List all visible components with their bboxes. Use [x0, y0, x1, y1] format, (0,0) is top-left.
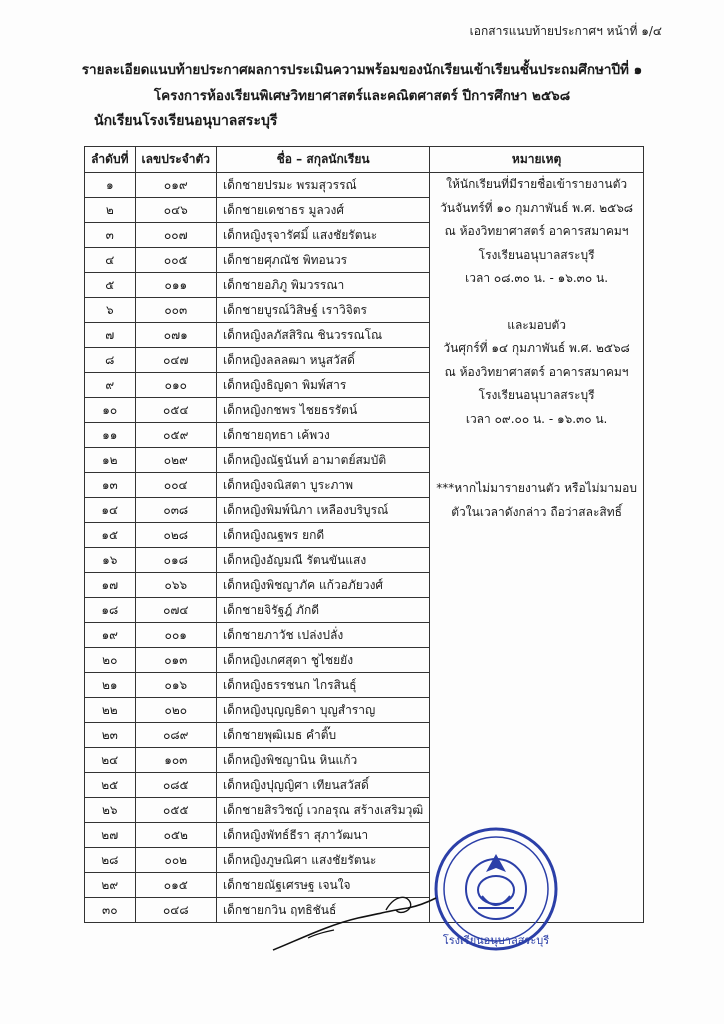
student-id-cell: ๐๑๘ — [135, 548, 216, 573]
row-number-cell: ๙ — [85, 373, 136, 398]
student-id-cell: ๐๘๕ — [135, 773, 216, 798]
row-number-cell: ๑ — [85, 173, 136, 198]
student-name-cell: เด็กชายบูรณ์วิสิษฐ์ เราวิจิตร — [217, 298, 430, 323]
student-name-cell: เด็กหญิงพัทธ์ธีรา สุภาวัฒนา — [217, 823, 430, 848]
student-id-cell: ๐๗๑ — [135, 323, 216, 348]
row-number-cell: ๒๘ — [85, 848, 136, 873]
column-header-student-id: เลขประจำตัว — [135, 147, 216, 173]
row-number-cell: ๖ — [85, 298, 136, 323]
remarks-report-line: โรงเรียนอนุบาลสระบุรี — [478, 247, 595, 262]
column-header-number: ลำดับที่ — [85, 147, 136, 173]
student-id-cell: ๐๐๑ — [135, 623, 216, 648]
row-number-cell: ๑๐ — [85, 398, 136, 423]
table-body — [85, 173, 644, 923]
row-number-cell: ๒๙ — [85, 873, 136, 898]
student-table — [84, 146, 644, 923]
student-name-cell: เด็กหญิงลลลฒา หนูสวัสดิ์ — [217, 348, 430, 373]
student-id-cell: ๑๐๓ — [135, 748, 216, 773]
student-name-cell: เด็กชายฤทธา เค้พวง — [217, 423, 430, 448]
student-name-cell: เด็กหญิงบุญญธิดา บุญสำราญ — [217, 698, 430, 723]
remarks-spacer — [436, 454, 637, 477]
row-number-cell: ๒๖ — [85, 798, 136, 823]
student-name-cell: เด็กหญิงณฐพร ยกดี — [217, 523, 430, 548]
column-header-student-name: ชื่อ – สกุลนักเรียน — [217, 147, 430, 173]
student-name-cell: เด็กหญิงเกศสุดา ชูไชยยัง — [217, 648, 430, 673]
student-name-cell: เด็กชายภาวัช เปล่งปลั่ง — [217, 623, 430, 648]
row-number-cell: ๒๐ — [85, 648, 136, 673]
school-heading: นักเรียนโรงเรียนอนุบาลสระบุรี — [94, 113, 278, 129]
remarks-report-line: ให้นักเรียนที่มีรายชื่อเข้ารายงานตัว — [446, 177, 628, 191]
student-id-cell: ๐๒๙ — [135, 448, 216, 473]
student-id-cell: ๐๓๘ — [135, 498, 216, 523]
row-number-cell: ๒๗ — [85, 823, 136, 848]
row-number-cell: ๑๖ — [85, 548, 136, 573]
student-name-cell: เด็กหญิงธรรชนก ไกรสินธุ์ — [217, 673, 430, 698]
page-number: เอกสารแนบท้ายประกาศฯ หน้าที่ ๑/๔ — [469, 24, 662, 38]
student-name-cell: เด็กชายณัฐเศรษฐ เจนใจ — [217, 873, 430, 898]
remarks-cell — [430, 173, 644, 923]
row-number-cell: ๘ — [85, 348, 136, 373]
student-name-cell: เด็กหญิงปุญญิศา เทียนสวัสดิ์ — [217, 773, 430, 798]
student-id-cell: ๐๐๓ — [135, 298, 216, 323]
student-id-cell: ๐๑๑ — [135, 273, 216, 298]
student-name-cell: เด็กหญิงพิมพ์นิภา เหลืองบริบูรณ์ — [217, 498, 430, 523]
student-id-cell: ๐๕๒ — [135, 823, 216, 848]
student-id-cell: ๐๐๒ — [135, 848, 216, 873]
row-number-cell: ๑๘ — [85, 598, 136, 623]
table-header-row — [85, 147, 644, 173]
row-number-cell: ๑๙ — [85, 623, 136, 648]
row-number-cell: ๒ — [85, 198, 136, 223]
remarks-handover-line: โรงเรียนอนุบาลสระบุรี — [478, 388, 595, 402]
student-id-cell: ๐๘๙ — [135, 723, 216, 748]
row-number-cell: ๒๑ — [85, 673, 136, 698]
row-number-cell: ๒๕ — [85, 773, 136, 798]
student-id-cell: ๐๕๕ — [135, 798, 216, 823]
remarks-report-line: ณ ห้องวิทยาศาสตร์ อาคารสมาคมฯ — [444, 224, 629, 238]
remarks-handover-line: และมอบตัว — [507, 317, 567, 332]
row-number-cell: ๒๓ — [85, 723, 136, 748]
student-name-cell: เด็กหญิงภูษณิศา แสงชัยรัตนะ — [217, 848, 430, 873]
student-name-cell: เด็กหญิงลภัสสิริณ ชินวรรณโณ — [217, 323, 430, 348]
student-name-cell: เด็กชายจิรัฐฎ์ ภักดี — [217, 598, 430, 623]
student-name-cell: เด็กหญิงพิชญาภัค แก้วอภัยวงศ์ — [217, 573, 430, 598]
student-name-cell: เด็กหญิงธิญดา พิมพ์สาร — [217, 373, 430, 398]
remarks-handover-line: ณ ห้องวิทยาศาสตร์ อาคารสมาคมฯ — [444, 364, 629, 379]
student-id-cell: ๐๑๙ — [135, 173, 216, 198]
remarks-spacer — [436, 431, 637, 454]
student-id-cell: ๐๒๘ — [135, 523, 216, 548]
student-name-cell: เด็กหญิงพิชญานิน หินแก้ว — [217, 748, 430, 773]
table-row — [85, 173, 644, 198]
row-number-cell: ๑๑ — [85, 423, 136, 448]
student-id-cell: ๐๑๕ — [135, 873, 216, 898]
student-name-cell: เด็กหญิงรุจารัศมิ์ แสงชัยรัตนะ — [217, 223, 430, 248]
student-id-cell: ๐๐๕ — [135, 248, 216, 273]
row-number-cell: ๒๔ — [85, 748, 136, 773]
student-name-cell: เด็กชายพุฒิเมธ คำติ๊บ — [217, 723, 430, 748]
student-id-cell: ๐๐๗ — [135, 223, 216, 248]
student-id-cell: ๐๒๐ — [135, 698, 216, 723]
student-id-cell: ๐๖๖ — [135, 573, 216, 598]
document-title-line2: โครงการห้องเรียนพิเศษวิทยาศาสตร์และคณิตศาสตร์ ปีการศึกษา ๒๕๖๘ — [153, 88, 571, 104]
student-id-cell: ๐๔๗ — [135, 348, 216, 373]
student-id-cell: ๐๑๓ — [135, 648, 216, 673]
student-id-cell: ๐๔๖ — [135, 198, 216, 223]
seal-caption: โรงเรียนอนุบาลสระบุรี — [442, 934, 550, 947]
handwritten-signature — [268, 880, 448, 960]
student-name-cell: เด็กชายอภิภู พิมวรรณา — [217, 273, 430, 298]
student-name-cell: เด็กหญิงณัฐนันท์ อามาตย์สมบัติ — [217, 448, 430, 473]
document-title-line1: รายละเอียดแนบท้ายประกาศผลการประเมินความพร้อมของนักเรียนเข้าเรียนชั้นประถมศึกษาปีที่ ๑ — [81, 62, 643, 78]
student-id-cell: ๐๑๐ — [135, 373, 216, 398]
student-name-cell: เด็กชายเดชาธร มูลวงศ์ — [217, 198, 430, 223]
row-number-cell: ๑๗ — [85, 573, 136, 598]
row-number-cell: ๑๒ — [85, 448, 136, 473]
student-name-cell: เด็กชายสิรวิชญ์ เวกอรุณ สร้างเสริมวุฒิ — [217, 798, 430, 823]
remarks-report-line: เวลา ๐๘.๓๐ น. - ๑๖.๓๐ น. — [465, 271, 609, 285]
student-id-cell: ๐๗๔ — [135, 598, 216, 623]
remarks-spacer — [436, 291, 637, 314]
student-name-cell: เด็กหญิงกชพร ไชยธรรัตน์ — [217, 398, 430, 423]
row-number-cell: ๑๕ — [85, 523, 136, 548]
student-name-cell: เด็กชายศุภณัช พิทอนวร — [217, 248, 430, 273]
remarks-warning-line: ตัวในเวลาดังกล่าว ถือว่าสละสิทธิ์ — [451, 504, 622, 519]
student-id-cell: ๐๐๔ — [135, 473, 216, 498]
student-name-cell: เด็กหญิงอัญมณี รัตนขันแสง — [217, 548, 430, 573]
row-number-cell: ๑๔ — [85, 498, 136, 523]
remarks-warning-line: ***หากไม่มารายงานตัว หรือไม่มามอบ — [436, 481, 637, 495]
row-number-cell: ๕ — [85, 273, 136, 298]
student-name-cell: เด็กหญิงจณิสตา บูระภาพ — [217, 473, 430, 498]
student-id-cell: ๐๔๘ — [135, 898, 216, 923]
remarks-handover-line: วันศุกร์ที่ ๑๔ กุมภาพันธ์ พ.ศ. ๒๕๖๘ — [443, 341, 630, 355]
student-name-cell: เด็กชายกวิน ฤทธิชันธ์ — [217, 898, 430, 923]
column-header-remarks: หมายเหตุ — [430, 147, 644, 173]
student-id-cell: ๐๑๖ — [135, 673, 216, 698]
row-number-cell: ๑๓ — [85, 473, 136, 498]
student-id-cell: ๐๕๙ — [135, 423, 216, 448]
row-number-cell: ๗ — [85, 323, 136, 348]
student-id-cell: ๐๕๔ — [135, 398, 216, 423]
row-number-cell: ๓๐ — [85, 898, 136, 923]
remarks-handover-line: เวลา ๐๙.๐๐ น. - ๑๖.๓๐ น. — [465, 411, 608, 426]
row-number-cell: ๓ — [85, 223, 136, 248]
remarks-report-line: วันจันทร์ที่ ๑๐ กุมภาพันธ์ พ.ศ. ๒๕๖๘ — [440, 200, 634, 215]
row-number-cell: ๔ — [85, 248, 136, 273]
row-number-cell: ๒๒ — [85, 698, 136, 723]
student-name-cell: เด็กชายปรมะ พรมสุวรรณ์ — [217, 173, 430, 198]
